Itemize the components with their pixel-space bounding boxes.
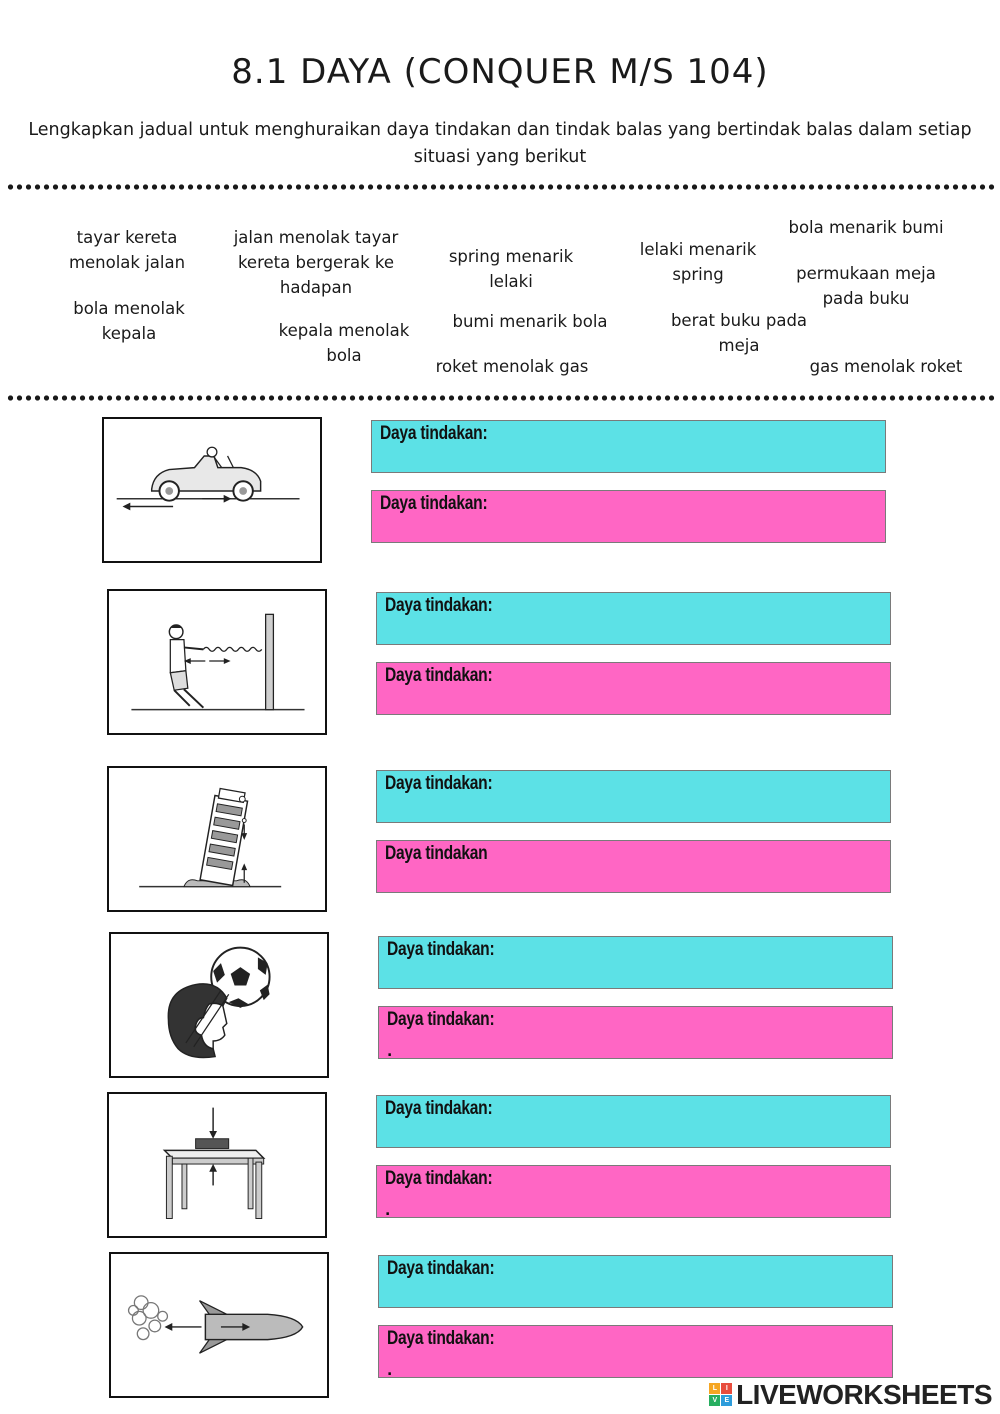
answer-input[interactable] bbox=[507, 1096, 884, 1149]
picture-head-and-ball bbox=[109, 932, 329, 1078]
bullet-mark: . bbox=[387, 1363, 393, 1379]
answer-input[interactable] bbox=[502, 421, 879, 474]
word-bola-menolak-kepala[interactable]: bola menolak kepala bbox=[73, 299, 185, 343]
answer-input[interactable] bbox=[507, 593, 884, 646]
picture-leaning-tower bbox=[107, 766, 327, 912]
dotted-divider-bottom bbox=[6, 395, 996, 401]
action-label: Daya tindakan: bbox=[387, 939, 495, 960]
reaction-label: Daya tindakan: bbox=[385, 665, 493, 686]
liveworksheets-icon: L I V E bbox=[709, 1383, 733, 1407]
dotted-divider-top bbox=[6, 184, 996, 190]
brand-name: LIVEWORKSHEETS bbox=[736, 1379, 992, 1410]
word-berat-buku-pada-meja[interactable]: berat buku pada meja bbox=[670, 311, 808, 355]
tower-illustration bbox=[109, 768, 325, 910]
action-box-3 bbox=[376, 770, 891, 823]
boy-spring-illustration bbox=[109, 591, 325, 733]
action-label: Daya tindakan: bbox=[380, 423, 488, 444]
reaction-label: Daya tindakan: bbox=[387, 1009, 495, 1030]
word-tayar-kereta-menolak-jalan[interactable]: tayar kereta menolak jalan bbox=[68, 228, 186, 272]
word-gas-menolak-roket[interactable]: gas menolak roket bbox=[809, 357, 963, 376]
answer-input[interactable] bbox=[507, 663, 884, 716]
car-illustration bbox=[104, 419, 320, 561]
instructions: Lengkapkan jadual untuk menghuraikan daya tindakan dan tindak balas yang bertindak balas dalam setiap situasi yang berikut bbox=[28, 120, 972, 167]
bullet-mark: . bbox=[385, 1203, 391, 1219]
reaction-label: Daya tindakan bbox=[385, 843, 488, 864]
reaction-label: Daya tindakan: bbox=[380, 493, 488, 514]
word-bola-menarik-bumi[interactable]: bola menarik bumi bbox=[788, 218, 944, 237]
liveworksheets-logo bbox=[709, 1380, 992, 1410]
answer-input[interactable] bbox=[509, 1256, 886, 1309]
picture-book-on-table bbox=[107, 1092, 327, 1238]
rocket-illustration bbox=[111, 1254, 327, 1396]
action-box-2 bbox=[376, 592, 891, 645]
word-bumi-menarik-bola[interactable]: bumi menarik bola bbox=[452, 312, 608, 331]
reaction-box-2 bbox=[376, 662, 891, 715]
picture-rocket bbox=[109, 1252, 329, 1398]
page-title: 8.1 DAYA (CONQUER M/S 104) bbox=[231, 52, 769, 92]
reaction-box-3 bbox=[376, 840, 891, 893]
action-label: Daya tindakan: bbox=[387, 1258, 495, 1279]
reaction-label: Daya tindakan: bbox=[385, 1168, 493, 1189]
action-box-5 bbox=[376, 1095, 891, 1148]
action-box-1 bbox=[371, 420, 886, 473]
word-jalan-menolak-tayar[interactable]: jalan menolak tayar kereta bergerak ke hadapan bbox=[233, 228, 399, 297]
reaction-box-1 bbox=[371, 490, 886, 543]
action-label: Daya tindakan: bbox=[385, 1098, 493, 1119]
reaction-box-4 bbox=[378, 1006, 893, 1059]
answer-input[interactable] bbox=[509, 1007, 886, 1060]
answer-input[interactable] bbox=[507, 1166, 884, 1219]
word-spring-menarik-lelaki[interactable]: spring menarik lelaki bbox=[448, 247, 574, 291]
word-kepala-menolak-bola[interactable]: kepala menolak bola bbox=[278, 321, 410, 365]
action-label: Daya tindakan: bbox=[385, 595, 493, 616]
action-box-4 bbox=[378, 936, 893, 989]
picture-car bbox=[102, 417, 322, 563]
table-illustration bbox=[109, 1094, 325, 1236]
answer-input[interactable] bbox=[509, 937, 886, 990]
answer-input[interactable] bbox=[507, 771, 884, 824]
reaction-label: Daya tindakan: bbox=[387, 1328, 495, 1349]
head-ball-illustration bbox=[111, 934, 327, 1076]
picture-boy-pulling-spring bbox=[107, 589, 327, 735]
word-permukaan-meja-pada-buku[interactable]: permukaan meja pada buku bbox=[796, 264, 936, 308]
action-label: Daya tindakan: bbox=[385, 773, 493, 794]
action-box-6 bbox=[378, 1255, 893, 1308]
reaction-box-6 bbox=[378, 1325, 893, 1378]
word-roket-menolak-gas[interactable]: roket menolak gas bbox=[435, 357, 589, 376]
reaction-box-5 bbox=[376, 1165, 891, 1218]
answer-input[interactable] bbox=[507, 841, 884, 894]
word-lelaki-menarik-spring[interactable]: lelaki menarik spring bbox=[639, 240, 757, 284]
answer-input[interactable] bbox=[502, 491, 879, 544]
bullet-mark: . bbox=[387, 1044, 393, 1060]
answer-input[interactable] bbox=[509, 1326, 886, 1379]
